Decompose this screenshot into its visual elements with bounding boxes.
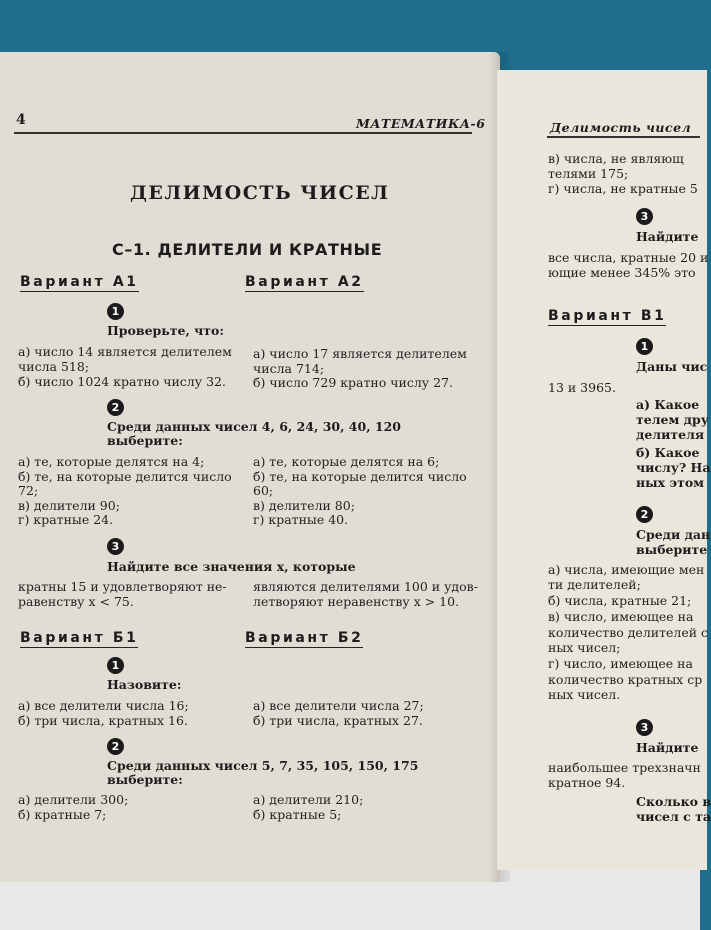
variant-b2-heading: Вариант Б2 [245,630,364,646]
task-item: числа 518; [18,359,90,374]
chapter-title: ДЕЛИМОСТЬ ЧИСЕЛ [130,182,390,204]
header-rule [14,132,472,134]
right-line: ти делителей; [548,577,641,592]
right-line: кратное 94. [548,775,626,790]
right-line: телями 175; [548,166,629,181]
task-item: б) кратные 5; [253,807,342,822]
right-question: числу? На [636,460,711,475]
task-item: а) число 14 является делителем [18,344,232,359]
task-instruction: выберите: [107,433,183,448]
right-line: количество кратных ср [548,672,703,687]
task-item: а) все делители числа 27; [253,698,424,713]
right-header-rule [547,136,700,138]
task-item: летворяют неравенству x > 10. [253,594,460,609]
task-item: г) кратные 24. [18,512,114,527]
right-line: ных чисел; [548,640,621,655]
task-item: а) те, которые делятся на 4; [18,454,205,469]
task-item: а) число 17 является делителем [253,346,467,361]
right-line: ных чисел. [548,687,621,702]
task-number-badge: 3 [107,538,124,555]
task-item: б) число 1024 кратно числу 32. [18,374,226,389]
task-item: б) кратные 7; [18,807,107,822]
task-item: г) кратные 40. [253,512,349,527]
task-instruction: Проверьте, что: [107,323,224,338]
running-title: МАТЕМАТИКА-6 [356,116,486,131]
task-item: б) три числа, кратных 27. [253,713,423,728]
right-question: делителя [636,427,705,442]
task-instruction: Найдите все значения x, которые [107,559,356,574]
right-line: все числа, кратные 20 и [548,250,709,265]
variant-a2-heading: Вариант А2 [245,274,364,290]
task-number-badge: 1 [107,657,124,674]
task-item: а) те, которые делятся на 6; [253,454,440,469]
right-line: наибольшее трехзначн [548,760,701,775]
right-line: г) число, имеющее на [548,656,693,671]
task-number-badge: 2 [107,399,124,416]
task-instruction: Среди дан [636,527,711,542]
task-number-badge: 3 [636,208,653,225]
task-instruction: Среди данных чисел 4, 6, 24, 30, 40, 120 [107,419,402,434]
task-item: а) все делители числа 16; [18,698,189,713]
right-line: ющие менее 345% это [548,265,696,280]
task-instruction: Даны чис [636,359,708,374]
task-number-badge: 1 [636,338,653,355]
task-item: а) делители 210; [253,792,364,807]
right-line: в) число, имеющее на [548,609,694,624]
right-question: а) Какое [636,397,700,412]
variant-a1-heading: Вариант А1 [20,274,139,290]
task-item: 72; [18,483,39,498]
right-line: г) числа, не кратные 5 [548,181,698,196]
right-line: в) числа, не являющ [548,151,684,166]
task-number-badge: 1 [107,303,124,320]
task-item: кратны 15 и удовлетворяют не- [18,579,227,594]
task-instruction: выберите: [107,772,183,787]
variant-v1-heading: Вариант В1 [548,308,667,324]
task-item: а) делители 300; [18,792,129,807]
variant-b1-heading: Вариант Б1 [20,630,139,646]
task-item: 60; [253,483,274,498]
right-running-title: Делимость чисел [550,120,692,135]
right-question: ных этом [636,475,705,490]
right-line: а) числа, имеющие мен [548,562,705,577]
task-instruction: Среди данных чисел 5, 7, 35, 105, 150, 175 [107,758,419,773]
task-item: б) те, на которые делится число [18,469,232,484]
task-item: в) делители 80; [253,498,355,513]
right-line: количество делителей с [548,625,709,640]
task-item: б) те, на которые делится число [253,469,467,484]
task-item: числа 714; [253,361,325,376]
task-instruction: выберите [636,542,708,557]
right-question: б) Какое [636,445,700,460]
right-question: телем дру [636,412,709,427]
page-number: 4 [16,112,26,128]
section-title: С–1. ДЕЛИТЕЛИ И КРАТНЫЕ [112,240,383,259]
right-line: 13 и 3965. [548,380,616,395]
task-item: б) число 729 кратно числу 27. [253,375,453,390]
task-number-badge: 3 [636,719,653,736]
task-number-badge: 2 [636,506,653,523]
task-instruction: Найдите [636,740,699,755]
right-line: б) числа, кратные 21; [548,593,692,608]
task-item: являются делителями 100 и удов- [253,579,478,594]
task-instruction: Назовите: [107,677,182,692]
task-number-badge: 2 [107,738,124,755]
task-instruction: Найдите [636,229,699,244]
task-item: в) делители 90; [18,498,120,513]
task-item: б) три числа, кратных 16. [18,713,188,728]
right-question: Сколько в [636,794,711,809]
task-item: равенству x < 75. [18,594,134,609]
right-question: чисел с та [636,809,711,824]
